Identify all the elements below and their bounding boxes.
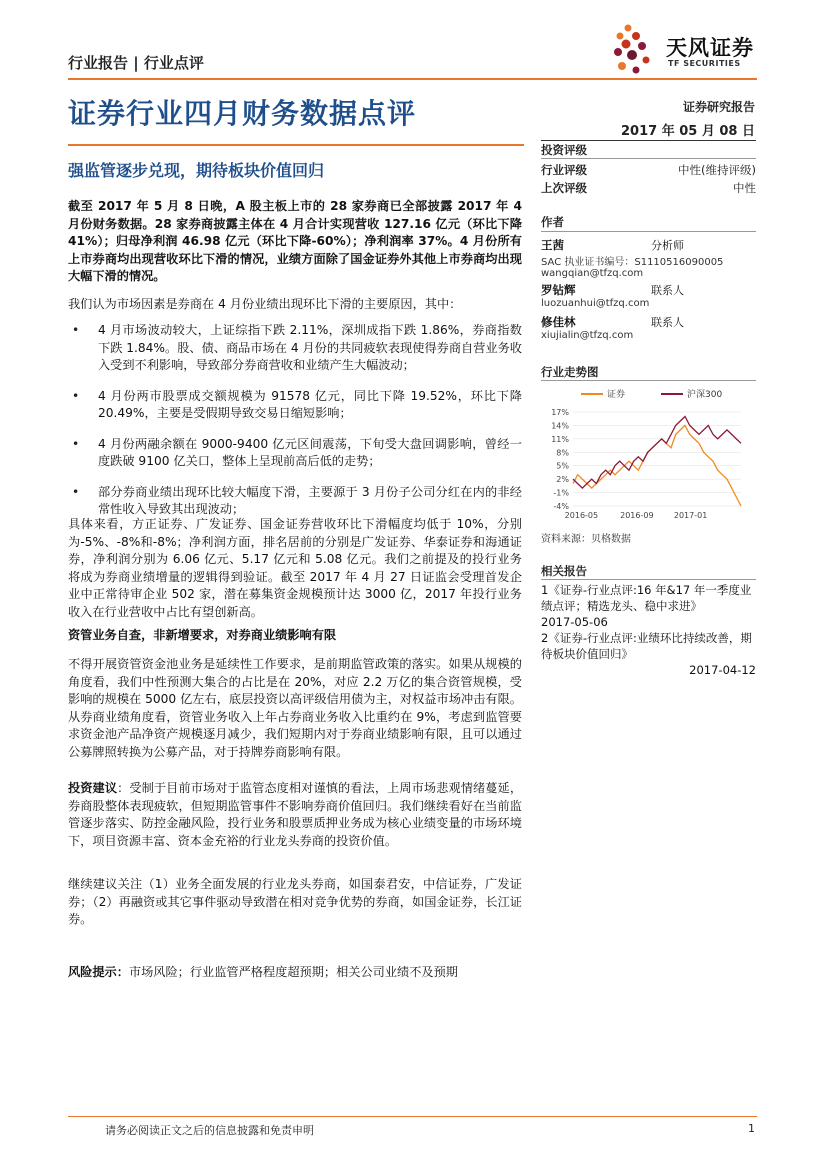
risk-text: 市场风险；行业监管严格程度超预期；相关公司业绩不及预期 bbox=[128, 965, 458, 979]
author-email[interactable]: xiujialin@tfzq.com bbox=[541, 330, 634, 341]
prev-rating-value: 中性 bbox=[733, 181, 756, 195]
y-tick-label: 17% bbox=[551, 408, 569, 417]
specific-analysis: 具体来看，方正证券、广发证券、国金证券营收环比下滑幅度均低于 10%，分别为-5%、-8%和-8%；净利润方面，排名居前的分别是广发证券、华泰证券和海通证券，净利润分别为 6.06 亿元、5.17 亿元和 5.08 亿元。我们之前提及的投行业务将成为券商业绩增量的逻辑得到验证。截至 2017 年 4 月 27 日证监会受理首发企业中正常待审企业 502 家，潜在募集资金规模预计达 3000 亿，2017 年投行业务收入在行业营收中占比有望创新高。 bbox=[68, 517, 522, 619]
rating-heading: 投资评级 bbox=[541, 143, 587, 157]
investment-advice-text: ：受制于目前市场对于监管态度相对谨慎的看法，上周市场悲观情绪蔓延，券商股整体表现疲软，但短期监管事件不影响券商价值回归。我们继续看好在当前监管逐步落实、防控金融风险，投行业务和股票质押业务成为核心业绩变量的市场环境下，项目资源丰富、资本金充裕的行业龙头券商的投资价值。 bbox=[68, 781, 523, 848]
author-card bbox=[541, 237, 756, 279]
author-rule bbox=[541, 231, 756, 232]
y-tick-label: 14% bbox=[551, 421, 569, 431]
x-tick-label: 2017-01 bbox=[673, 511, 708, 520]
y-tick-label: -1% bbox=[553, 488, 569, 498]
author-role: 分析师 bbox=[651, 239, 684, 252]
footer-rule bbox=[68, 1116, 757, 1117]
page-title: 证券行业四月财务数据点评 bbox=[68, 97, 417, 130]
y-tick-label: 11% bbox=[551, 434, 569, 444]
header-rule bbox=[68, 78, 757, 80]
x-tick-label: 2016-09 bbox=[620, 511, 654, 520]
author-cert: SAC 执业证书编号：S1110516090005 bbox=[541, 257, 724, 268]
report-category: 行业报告 | 行业点评 bbox=[68, 54, 204, 72]
list-item: • 4 月市场波动较大，上证综指下跌 2.11%，深圳成指下跌 1.86%，券商指数下跌 1.84%。股、债、商品市场在 4 月份的共同疲软表现使得券商自营业务收入受到不利影响，导致部分券商营收和业绩产生大幅波动； bbox=[68, 322, 522, 375]
page-number: 1 bbox=[748, 1122, 755, 1135]
author-card bbox=[541, 314, 756, 341]
footer-disclaimer: 请务必阅读正文之后的信息披露和免责申明 bbox=[105, 1124, 314, 1137]
prev-rating bbox=[541, 180, 756, 196]
chart-y-ticks bbox=[551, 408, 569, 511]
prev-rating-label: 上次评级 bbox=[541, 181, 587, 195]
report-type: 证券研究报告 bbox=[682, 100, 755, 114]
author-role: 联系人 bbox=[651, 284, 684, 297]
author-name: 罗钻辉 bbox=[541, 283, 576, 297]
list-item: • 部分券商业绩出现环比较大幅度下滑，主要源于 3 月份子公司分红在内的非经常性收入导致其出现波动； bbox=[68, 484, 522, 519]
report-date: 2017 年 05 月 08 日 bbox=[621, 124, 755, 139]
author-role: 联系人 bbox=[651, 316, 684, 329]
logo-text-cn: 天风证券 bbox=[666, 36, 754, 60]
chart-source: 资料来源：贝格数据 bbox=[541, 534, 631, 545]
author-email[interactable]: wangqian@tfzq.com bbox=[541, 268, 644, 279]
related-report-item[interactable] bbox=[541, 630, 756, 678]
chart-legend bbox=[581, 388, 722, 400]
legend-label: 证券 bbox=[607, 390, 626, 400]
investment-advice-label: 投资建议 bbox=[68, 781, 118, 795]
y-tick-label: -4% bbox=[553, 502, 569, 511]
related-report-date: 2017-05-06 bbox=[541, 615, 608, 629]
page-subtitle: 强监管逐步兑现，期待板块价值回归 bbox=[68, 161, 325, 180]
asset-mgmt-heading: 资管业务自查，非新增要求，对券商业绩影响有限 bbox=[68, 628, 337, 642]
trend-heading: 行业走势图 bbox=[541, 365, 599, 379]
intro-summary: 截至 2017 年 5 月 8 日晚，A 股主板上市的 28 家券商已全部披露 2017 年 4 月份财务数据。28 家券商披露主体在 4 月合计实现营收 127.16 亿元（环比下降 41%）；归母净利润 46.98 亿元（环比下降-60%）；净利润率 37%。4 月份所有上市券商均出现营收环比下滑的情况，业绩方面除了国金证券外其他上市券商均出现大幅下滑的情况。 bbox=[68, 199, 522, 283]
author-email[interactable]: luozuanhui@tfzq.com bbox=[541, 298, 650, 309]
related-report-title[interactable]: 2《证券-行业点评:业绩环比持续改善，期待板块价值回归》 bbox=[541, 631, 752, 661]
reason-lead: 我们认为市场因素是券商在 4 月份业绩出现环比下滑的主要原因，其中： bbox=[68, 297, 462, 311]
logo-text-en: TF SECURITIES bbox=[668, 59, 741, 68]
related-report-item[interactable] bbox=[541, 582, 756, 630]
sidebar-top-rule bbox=[541, 140, 756, 141]
list-item: • 4 月份两市股票成交额规模为 91578 亿元，同比下降 19.52%，环比下降 20.49%，主要是受假期导致交易日缩短影响； bbox=[68, 388, 522, 423]
market-factor-list bbox=[68, 322, 522, 532]
legend-label: 沪深300 bbox=[687, 390, 723, 400]
industry-trend-chart bbox=[541, 384, 756, 524]
related-report-date: 2017-04-12 bbox=[689, 663, 756, 677]
y-tick-label: 8% bbox=[556, 448, 569, 458]
related-rule bbox=[541, 579, 756, 580]
chart-x-ticks bbox=[565, 511, 708, 520]
logo-dots-icon bbox=[614, 25, 650, 74]
related-report-title[interactable]: 1《证券-行业点评:16 年&17 年一季度业绩点评；精选龙头、稳中求进》 bbox=[541, 583, 752, 613]
industry-rating-value: 中性(维持评级) bbox=[678, 163, 756, 177]
risk-label: 风险提示： bbox=[68, 965, 129, 979]
industry-rating bbox=[541, 162, 756, 178]
y-tick-label: 2% bbox=[556, 475, 569, 485]
rating-rule bbox=[541, 158, 756, 159]
risk-warning bbox=[68, 964, 522, 982]
trend-rule bbox=[541, 380, 756, 381]
asset-mgmt-para: 不得开展资管资金池业务是延续性工作要求，是前期监管政策的落实。如果从规模的角度看，我们中性预测大集合的占比是在 20%，对应 2.2 万亿的集合资管规模，受影响的规模在 5000 亿左右，底层投资以高评级信用债为主，对权益市场冲击有限。从券商业绩角度看，资管业务收入上年占券商业务收入比重约在 9%，考虑到监管要求资金池产品净资产规模逐月减少，我们短期内对于券商业绩影响有限，且可以通过公募牌照转换为公募产品，对于持牌券商影响有限。 bbox=[68, 657, 522, 759]
follow-recommendation: 继续建议关注（1）业务全面发展的行业龙头券商，如国泰君安，中信证券，广发证券；（2）再融资或其它事件驱动导致潜在相对竞争优势的券商，如国金证券，长江证券。 bbox=[68, 877, 522, 926]
author-name: 王茜 bbox=[541, 238, 564, 252]
author-name: 修佳林 bbox=[541, 315, 576, 329]
investment-advice bbox=[68, 780, 522, 850]
author-card bbox=[541, 282, 756, 309]
title-rule bbox=[68, 144, 524, 146]
x-tick-label: 2016-05 bbox=[564, 511, 599, 520]
y-tick-label: 5% bbox=[556, 461, 569, 471]
chart-grid bbox=[573, 412, 741, 506]
related-heading: 相关报告 bbox=[541, 564, 587, 578]
author-heading: 作者 bbox=[541, 215, 564, 229]
industry-rating-label: 行业评级 bbox=[541, 163, 587, 177]
list-item: • 4 月份两融余额在 9000-9400 亿元区间震荡，下旬受大盘回调影响，曾经一度跌破 9100 亿关口，整体上呈现前高后低的走势； bbox=[68, 436, 522, 471]
